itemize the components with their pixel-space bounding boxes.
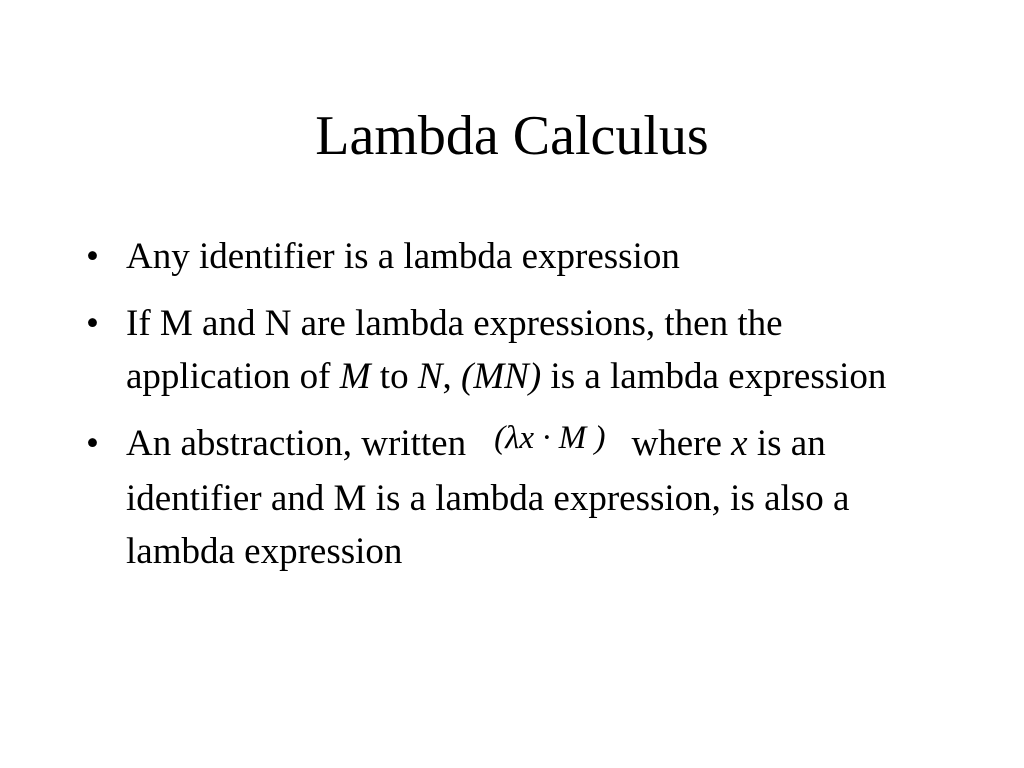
bullet-list [86, 230, 946, 592]
bullet-icon: • [86, 423, 99, 464]
bullet-text: If M and N are lambda expressions, then the application of M to N, (MN) is a lambda expression [126, 303, 887, 397]
lambda-formula: (λx · M ) [494, 420, 606, 456]
term-mn: (MN) [461, 356, 542, 397]
bullet-icon: • [86, 303, 99, 344]
bullet-text: Any identifier is a lambda expression [126, 236, 680, 277]
bullet-icon: • [86, 236, 99, 277]
bullet-item-application [86, 297, 946, 403]
term-x: x [731, 423, 748, 464]
term-m: M [339, 356, 371, 397]
term-n: N [417, 356, 443, 397]
slide-title: Lambda Calculus [315, 105, 709, 167]
bullet-item-abstraction [86, 417, 946, 578]
bullet-text: An abstraction, written (λx · M ) where x is an identifier and M is a lambda expression, is also a lambda expression [126, 423, 849, 572]
bullet-item-identifier [86, 230, 946, 283]
